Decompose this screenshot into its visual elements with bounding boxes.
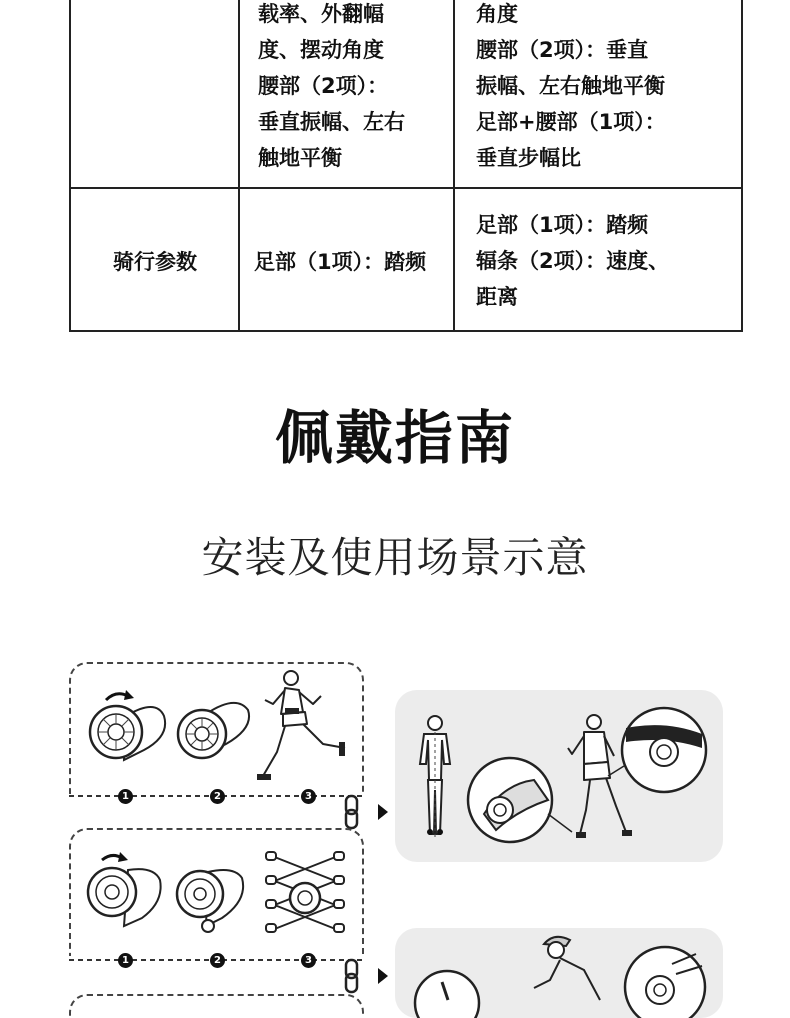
table-cell-partial-col2 (258, 0, 405, 176)
cell-line: 辐条（2项）：速度、 (476, 249, 670, 273)
cell-line: 振幅、左右触地平衡 (476, 74, 665, 98)
cell-line: 腰部（2项）： (258, 74, 389, 98)
guide-title: 佩戴指南 (274, 404, 515, 472)
step-number-badge: 1 (118, 953, 133, 968)
shoelace-pod-illustration (262, 846, 348, 942)
guide-subtitle: 安装及使用场景示意 (201, 533, 589, 582)
step-number-badge: 3 (301, 953, 316, 968)
spec-table (0, 0, 790, 335)
shoe-pod-closeup (464, 754, 574, 846)
pod-rotate-illustration (86, 686, 168, 774)
cell-line: 垂直振幅、左右 (258, 110, 405, 134)
cell-line: 度、摆动角度 (258, 38, 384, 62)
chain-link-icon (343, 958, 361, 994)
cell-line: 距离 (476, 285, 518, 309)
waist-pod-closeup (606, 706, 712, 796)
cell-line: 足部（1项）：踏频 (476, 213, 649, 237)
table-cell-cycling-col2 (254, 244, 426, 280)
step-number-badge: 2 (210, 789, 225, 804)
cell-line: 垂直步幅比 (476, 146, 581, 170)
arrow-right-icon (378, 968, 388, 984)
step-number-badge: 3 (301, 789, 316, 804)
table-row-label-cycling: 骑行参数 (113, 250, 197, 274)
install-steps-box-3 (69, 994, 364, 1016)
runner-illustration (255, 668, 350, 788)
pod-clip-illustration (176, 694, 252, 774)
arrow-right-icon (378, 804, 388, 820)
cell-line: 触地平衡 (258, 146, 342, 170)
step-number-badge: 2 (210, 953, 225, 968)
chain-link-icon (343, 794, 361, 830)
cell-line: 足部+腰部（1项）： (476, 110, 666, 134)
pod-spoke-clip-illustration (172, 856, 254, 936)
table-border-bottom (69, 330, 743, 332)
table-cell-cycling-col3 (476, 207, 669, 315)
shoe-pedal-closeup (412, 968, 482, 1000)
cell-line: 足部（1项）：踏频 (254, 250, 427, 274)
table-divider-1 (238, 0, 240, 332)
cell-line: 角度 (476, 2, 518, 26)
step-number-badge: 1 (118, 789, 133, 804)
standing-person-illustration (414, 714, 456, 842)
table-divider-2 (453, 0, 455, 332)
cell-line: 腰部（2项）：垂直 (476, 38, 649, 62)
cyclist-illustration (530, 930, 620, 1000)
table-cell-partial-col3 (476, 0, 666, 176)
cell-line: 载率、外翻幅 (258, 2, 384, 26)
table-border-right (741, 0, 743, 332)
table-border-left (69, 0, 71, 332)
table-row-divider (69, 187, 743, 189)
spoke-pod-closeup (622, 944, 708, 1000)
pod-rotate-clip-illustration (84, 850, 168, 936)
